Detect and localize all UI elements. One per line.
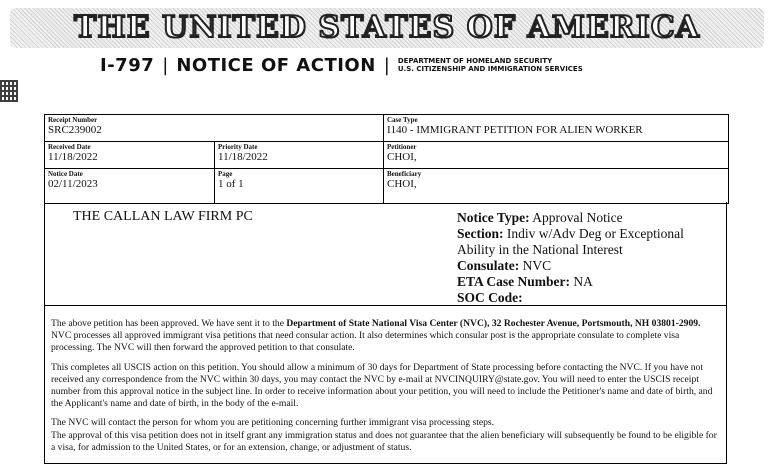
title-separator-2: | bbox=[383, 54, 390, 76]
receipt-number-cell bbox=[45, 115, 384, 141]
case-type-value: I140 - IMMIGRANT PETITION FOR ALIEN WORKER bbox=[387, 124, 643, 136]
case-type-label: Case Type bbox=[387, 116, 418, 124]
received-date-value: 11/18/2022 bbox=[48, 151, 98, 163]
receipt-number-value: SRC239002 bbox=[48, 124, 102, 136]
notice-date-cell bbox=[45, 169, 215, 203]
beneficiary-label: Beneficiary bbox=[387, 170, 422, 178]
eta-value: NA bbox=[573, 274, 593, 289]
dept-line-2: U.S. CITIZENSHIP AND IMMIGRATION SERVICES bbox=[397, 65, 583, 73]
notice-details bbox=[457, 210, 722, 306]
page-value: 1 of 1 bbox=[218, 178, 244, 190]
law-firm-name: THE CALLAN LAW FIRM PC bbox=[73, 209, 253, 224]
priority-date-value: 11/18/2022 bbox=[218, 151, 268, 163]
beneficiary-value: CHOI, bbox=[387, 178, 417, 190]
notice-date-label: Notice Date bbox=[48, 170, 83, 178]
paragraph-1 bbox=[51, 318, 720, 355]
case-info-grid bbox=[44, 114, 729, 204]
notice-date-value: 02/11/2023 bbox=[48, 178, 98, 190]
paragraph-4: The approval of this visa petition does not in itself grant any immigration status and does not guarantee that the alien beneficiary will subsequently be found to be eligible for a visa, for admission to the United States, or for an extension, change, or adjustment of status. bbox=[51, 429, 717, 453]
notice-type-label: Notice Type: bbox=[457, 210, 530, 225]
eta-label: ETA Case Number: bbox=[457, 274, 570, 289]
form-title bbox=[100, 54, 583, 76]
priority-date-cell bbox=[215, 142, 384, 168]
notice-type-value: Approval Notice bbox=[532, 210, 623, 225]
paragraph-3: The NVC will contact the person for whom you are petitioning concerning further immigrant visa processing steps. bbox=[51, 417, 495, 429]
notice-box bbox=[44, 202, 727, 306]
petitioner-cell bbox=[384, 142, 728, 168]
nvc-address: Department of State National Visa Center (NVC), 32 Rochester Avenue, Portsmouth, NH 03801-2909. bbox=[286, 318, 701, 329]
title-separator: | bbox=[162, 54, 169, 76]
consulate-value: NVC bbox=[522, 258, 552, 273]
case-type-cell bbox=[384, 115, 728, 141]
page-label: Page bbox=[218, 170, 233, 178]
banner-title: THE UNITED STATES OF AMERICA bbox=[74, 10, 700, 45]
barcode-icon bbox=[0, 80, 18, 102]
form-number: I-797 bbox=[100, 54, 155, 76]
beneficiary-cell bbox=[384, 169, 728, 203]
consulate-label: Consulate: bbox=[457, 258, 520, 273]
notice-body bbox=[44, 306, 727, 464]
receipt-number-label: Receipt Number bbox=[48, 116, 98, 124]
banner bbox=[10, 8, 764, 48]
section-label: Section: bbox=[457, 226, 504, 241]
p1-part-a: The above petition has been approved. We have sent it to the bbox=[51, 318, 287, 329]
petitioner-label: Petitioner bbox=[387, 143, 417, 151]
received-date-label: Received Date bbox=[48, 143, 91, 151]
soc-label: SOC Code: bbox=[457, 290, 523, 305]
paragraph-2: This completes all USCIS action on this petition. You should allow a minimum of 30 days for Department of State processing before contacting the NVC. If you have not received any correspondence from the NVC within 30 days, you may contact the NVC by e-mail at NVCINQUIRY@state.gov. You will need to enter the USCIS receipt number from this approval notice in the subject line. In order to receive information about your petition, you will need to include the Petitioner's name and date of birth, and the Applicant's name and date of birth, in the body of the e-mail. bbox=[51, 361, 713, 410]
notice-title: NOTICE OF ACTION bbox=[176, 54, 376, 76]
priority-date-label: Priority Date bbox=[218, 143, 258, 151]
petitioner-value: CHOI, bbox=[387, 151, 417, 163]
section-value: Indiv w/Adv Deg or Exceptional Ability in the National Interest bbox=[457, 226, 684, 257]
department-name bbox=[398, 57, 583, 73]
received-date-cell bbox=[45, 142, 215, 168]
page-cell bbox=[215, 169, 384, 203]
p1-part-c: NVC processes all approved immigrant visa petitions that need consular action. It also determines which consular post is the appropriate consulate to complete visa processing. The NVC will then forward the approved petition to that consulate. bbox=[51, 330, 680, 354]
dept-line-1: DEPARTMENT OF HOMELAND SECURITY bbox=[397, 57, 553, 65]
